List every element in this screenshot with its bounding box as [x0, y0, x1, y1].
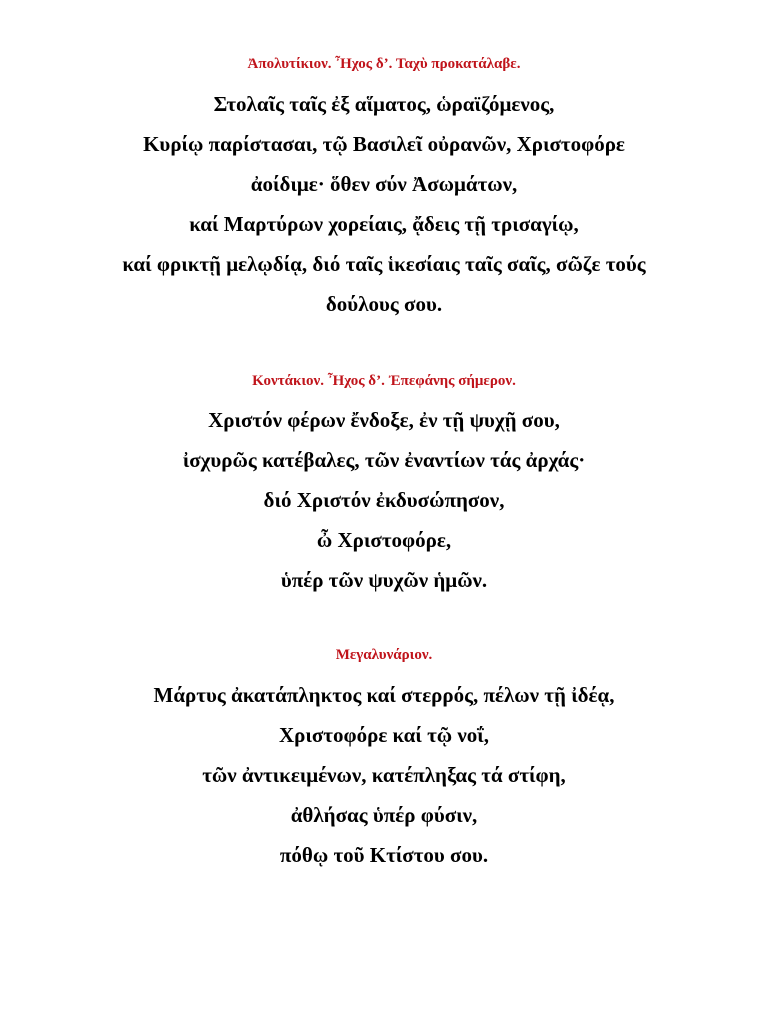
apolytikion-line-3: ἀοίδιμε· ὅθεν σύν Ἀσωμάτων, — [250, 172, 518, 196]
apolytikion-heading: Ἀπολυτίκιον. Ἦχος δ’. Ταχὺ προκατάλαβε. — [247, 56, 521, 72]
megalynarion-line-5: πόθῳ τοῦ Κτίστου σου. — [279, 843, 489, 867]
apolytikion-verses — [0, 94, 768, 315]
apolytikion-line-5: καί φρικτῇ μελῳδίᾳ, διό ταῖς ἱκεσίαις ταῖς σαῖς, σῶζε τούς — [122, 252, 646, 276]
kontakion-section — [0, 371, 768, 591]
apolytikion-line-1: Στολαῖς ταῖς ἐξ αἵματος, ὡραϊζόμενος, — [213, 92, 555, 116]
megalynarion-section — [0, 645, 768, 866]
apolytikion-section — [0, 54, 768, 315]
apolytikion-line-4: καί Μαρτύρων χορείαις, ᾄδεις τῇ τρισαγίῳ, — [189, 212, 579, 236]
megalynarion-heading: Μεγαλυνάριον. — [335, 647, 433, 663]
kontakion-heading: Κοντάκιον. Ἦχος δ’. Ἐπεφάνης σήμερον. — [252, 373, 516, 389]
kontakion-line-5: ὑπέρ τῶν ψυχῶν ἡμῶν. — [280, 568, 488, 592]
apolytikion-line-6: δούλους σου. — [325, 292, 443, 316]
megalynarion-line-4: ἀθλήσας ὑπέρ φύσιν, — [290, 803, 478, 827]
kontakion-line-3: διό Χριστόν ἐκδυσώπησον, — [263, 488, 505, 512]
kontakion-line-1: Χριστόν φέρων ἔνδοξε, ἐν τῇ ψυχῇ σου, — [208, 408, 560, 432]
apolytikion-line-2: Κυρίῳ παρίστασαι, τῷ Βασιλεῖ οὐρανῶν, Χριστοφόρε — [143, 132, 625, 156]
megalynarion-line-1: Μάρτυς ἀκατάπληκτος καί στερρός, πέλων τῇ ἰδέᾳ, — [153, 683, 615, 707]
kontakion-line-2: ἰσχυρῶς κατέβαλες, τῶν ἐναντίων τάς ἀρχάς· — [182, 448, 586, 472]
megalynarion-line-2: Χριστοφόρε καί τῷ νοΐ, — [278, 723, 490, 747]
megalynarion-line-3: τῶν ἀντικειμένων, κατέπληξας τά στίφη, — [202, 763, 566, 787]
kontakion-verses — [0, 410, 768, 591]
megalynarion-verses — [0, 685, 768, 866]
kontakion-line-4: ὦ Χριστοφόρε, — [316, 528, 452, 552]
